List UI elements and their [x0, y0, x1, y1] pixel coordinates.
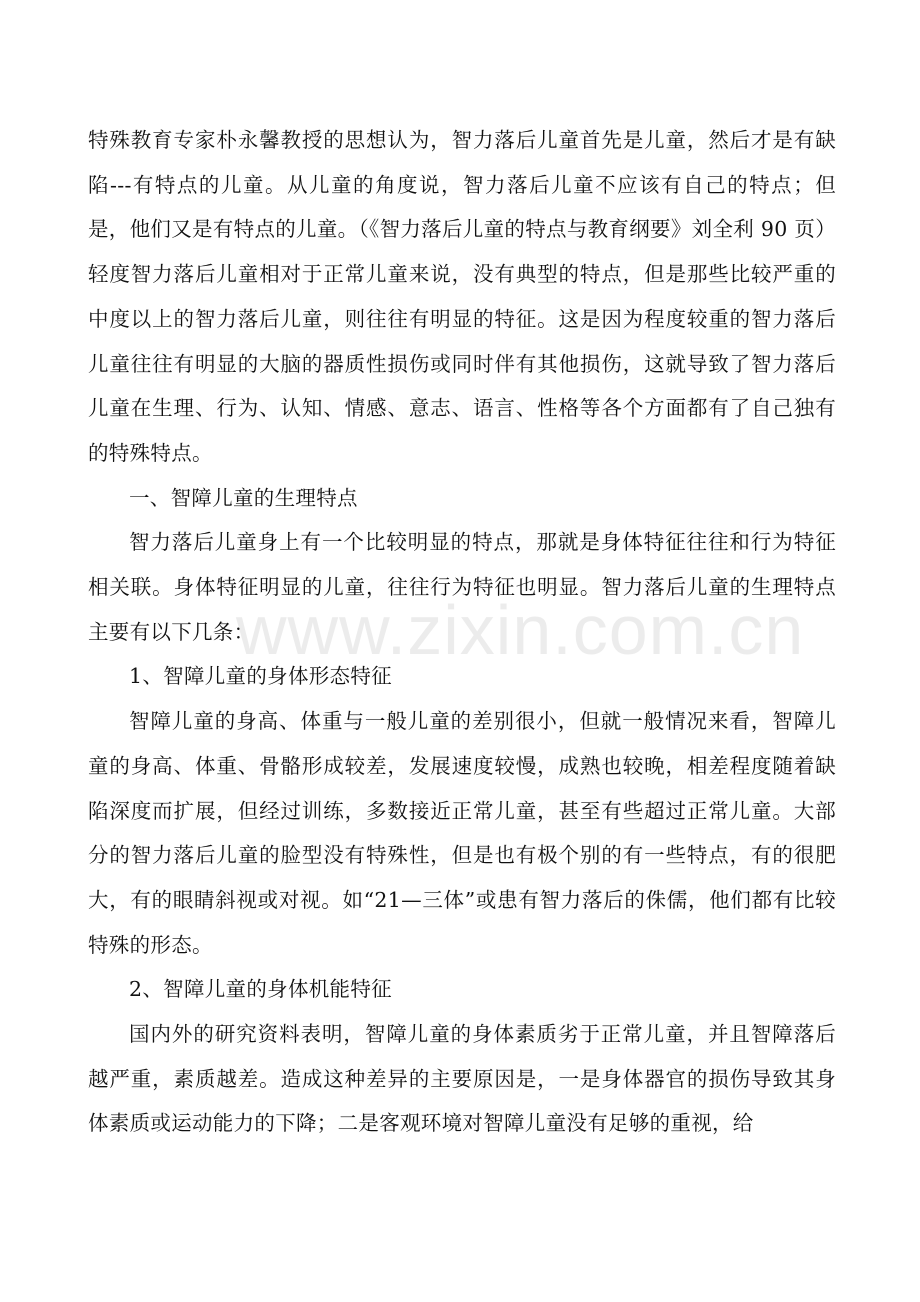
- section-heading-physiology: 一、智障儿童的生理特点: [129, 485, 358, 510]
- paragraph-physiology: 智力落后儿童身上有一个比较明显的特点，那就是身体特征往往和行为特征相关联。身体特征明显的儿童，往往行为特征也明显。智力落后儿童的生理特点主要有以下几条：: [88, 530, 836, 644]
- document-body: [88, 118, 836, 1146]
- paragraph-body-function: 国内外的研究资料表明，智障儿童的身体素质劣于正常儿童，并且智障落后越严重，素质越差。造成这种差异的主要原因是，一是身体器官的损伤导致其身体素质或运动能力的下降；二是客观环境对智障儿童没有足够的重视，给: [88, 1022, 836, 1136]
- subsection-heading-body-form: 1、智障儿童的身体形态特征: [129, 664, 392, 689]
- watermark: www.zixin.com.cn: [236, 591, 805, 669]
- paragraph-intro: 特殊教育专家朴永馨教授的思想认为，智力落后儿童首先是儿童，然后才是有缺陷---有特点的儿童。从儿童的角度说，智力落后儿童不应该有自己的特点；但是，他们又是有特点的儿童。（《智力落后儿童的特点与教育纲要》刘全利 90 页）轻度智力落后儿童相对于正常儿童来说，没有典型的特点，但是那些比较严重的中度以上的智力落后儿童，则往往有明显的特征。这是因为程度较重的智力落后儿童往往有明显的大脑的器质性损伤或同时伴有其他损伤，这就导致了智力落后儿童在生理、行为、认知、情感、意志、语言、性格等各个方面都有了自己独有的特殊特点。: [88, 128, 836, 465]
- paragraph-body-form: 智障儿童的身高、体重与一般儿童的差别很小，但就一般情况来看，智障儿童的身高、体重、骨骼形成较差，发展速度较慢，成熟也较晚，相差程度随着缺陷深度而扩展，但经过训练，多数接近正常儿童，甚至有些超过正常儿童。大部分的智力落后儿童的脸型没有特殊性，但是也有极个别的有一些特点，有的很肥大，有的眼睛斜视或对视。如“21—三体”或患有智力落后的侏儒，他们都有比较特殊的形态。: [88, 709, 836, 957]
- subsection-heading-body-function: 2、智障儿童的身体机能特征: [129, 977, 392, 1002]
